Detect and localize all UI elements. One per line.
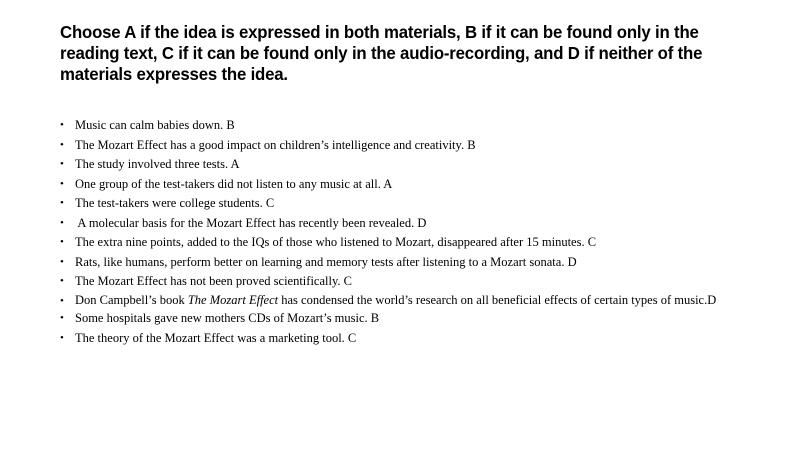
list-item — [60, 119, 740, 131]
list-item — [60, 158, 740, 170]
statement-text: A molecular basis for the Mozart Effect has recently been revealed. D — [75, 215, 427, 230]
statement-text-start: Don Campbell’s book — [75, 292, 188, 307]
bullet-icon: • — [60, 312, 64, 324]
instruction-heading: Choose A if the idea is expressed in both materials, B if it can be found only in the reading text, C if it can be found only in the audio-recording, and D if neither of the materials expresses the idea. — [60, 22, 703, 84]
list-item — [60, 197, 740, 209]
bullet-icon: • — [60, 294, 64, 307]
list-item — [60, 292, 740, 307]
statement-text: The test-takers were college students. C — [75, 196, 275, 210]
bullet-icon: • — [60, 119, 64, 131]
statement-text — [75, 292, 740, 307]
bullet-icon: • — [60, 158, 64, 170]
statement-text: The theory of the Mozart Effect was a marketing tool. C — [75, 330, 357, 345]
bullet-icon: • — [60, 236, 64, 248]
list-item — [60, 139, 740, 151]
statement-text: The study involved three tests. A — [75, 157, 240, 171]
list-item — [60, 217, 740, 229]
statement-list — [60, 119, 740, 351]
statement-text-end: has condensed the world’s research on all beneficial effects of certain types of music.D — [278, 292, 717, 307]
list-item — [60, 332, 740, 344]
list-item — [60, 275, 740, 287]
bullet-icon: • — [60, 216, 64, 229]
statement-text: The Mozart Effect has not been proved scientifically. C — [75, 274, 352, 288]
list-item — [60, 256, 740, 268]
bullet-icon: • — [60, 138, 64, 151]
bullet-icon: • — [60, 255, 64, 268]
list-item — [60, 178, 740, 190]
statement-text: The extra nine points, added to the IQs of those who listened to Mozart, disappeared after 15 minutes. C — [75, 235, 597, 249]
list-item — [60, 312, 740, 324]
statement-text: Some hospitals gave new mothers CDs of Mozart’s music. B — [75, 311, 380, 325]
bullet-icon: • — [60, 197, 64, 209]
book-title: The Mozart Effect — [187, 292, 279, 307]
statement-text: The Mozart Effect has a good impact on children’s intelligence and creativity. B — [75, 137, 476, 152]
bullet-icon: • — [60, 177, 64, 190]
statement-text: Rats, like humans, perform better on learning and memory tests after listening to a Mozart sonata. D — [75, 254, 577, 269]
bullet-icon: • — [60, 331, 64, 344]
bullet-icon: • — [60, 275, 64, 287]
statement-text: Music can calm babies down. B — [75, 118, 235, 132]
statement-text: One group of the test-takers did not listen to any music at all. A — [75, 176, 393, 191]
list-item — [60, 236, 740, 248]
